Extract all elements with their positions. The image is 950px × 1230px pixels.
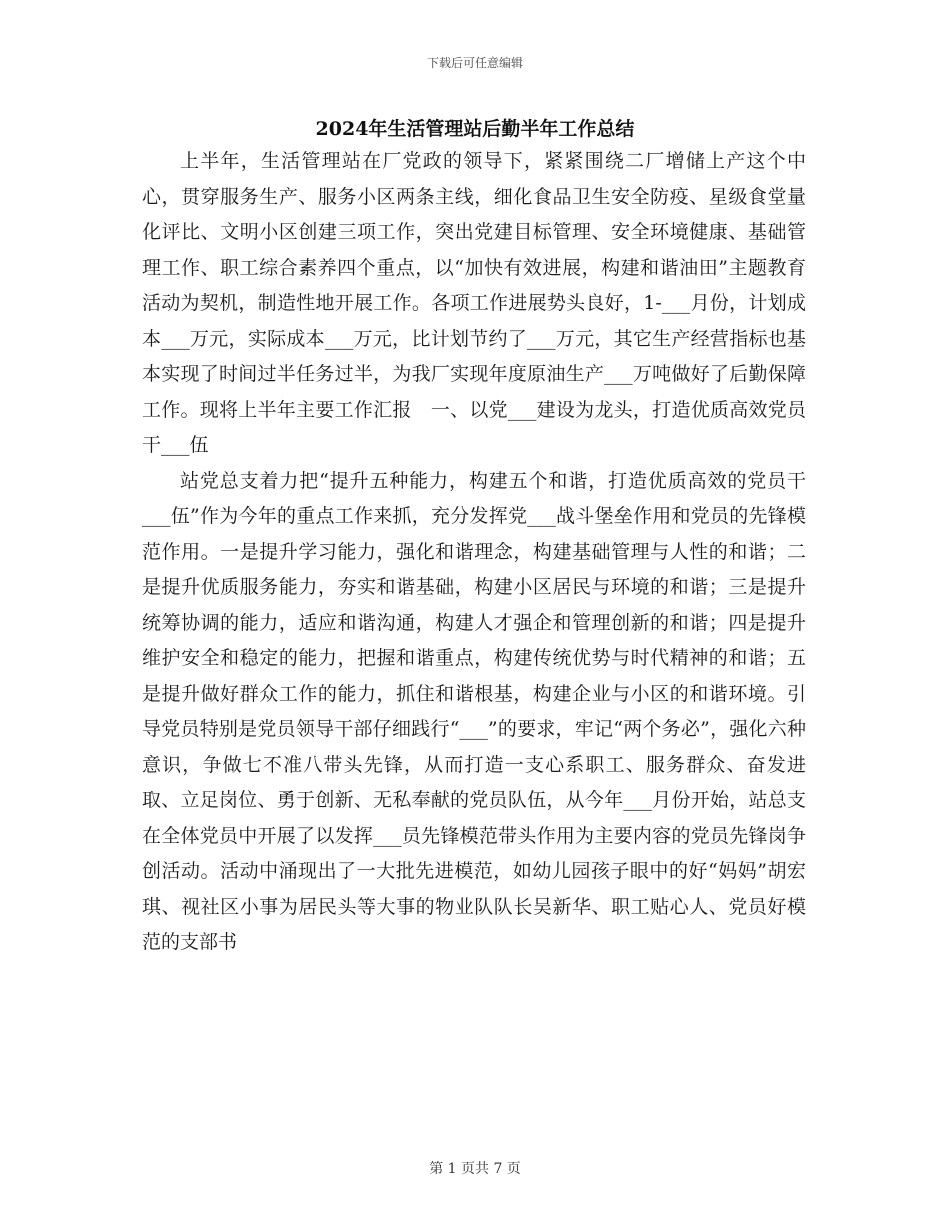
- document-body: [142, 144, 806, 961]
- document-title: 2024年生活管理站后勤半年工作总结: [315, 118, 635, 140]
- paragraph-1: 上半年，生活管理站在厂党政的领导下，紧紧围绕二厂增储上产这个中心，贯穿服务生产、服务小区两条主线，细化食品卫生安全防疫、星级食堂量化评比、文明小区创建三项工作，突出党建目标管理、安全环境健康、基础管理工作、职工综合素养四个重点，以“加快有效进展，构建和谐油田”主题教育活动为契机，制造性地开展工作。各项工作进展势头良好，1-___月份，计划成本___万元，实际成本___万元，比计划节约了___万元，其它生产经营指标也基本实现了时间过半任务过半，为我厂实现年度原油生产___万吨做好了后勤保障工作。现将上半年主要工作汇报 一、以党___建设为龙头，打造优质高效党员干___伍: [142, 150, 806, 456]
- header-note: 下载后可任意编辑: [426, 56, 523, 70]
- paragraph-2: 站党总支着力把“提升五种能力，构建五个和谐，打造优质高效的党员干___伍”作为今年的重点工作来抓，充分发挥党___战斗堡垒作用和党员的先锋模范作用。一是提升学习能力，强化和谐理念，构建基础管理与人性的和谐；二是提升优质服务能力，夯实和谐基础，构建小区居民与环境的和谐；三是提升统筹协调的能力，适应和谐沟通，构建人才强企和管理创新的和谐；四是提升维护安全和稳定的能力，把握和谐重点，构建传统优势与时代精神的和谐；五是提升做好群众工作的能力，抓住和谐根基，构建企业与小区的和谐环境。引导党员特别是党员领导干部仔细践行“___”的要求，牢记“两个务必”，强化六种意识，争做七不准八带头先锋，从而打造一支心系职工、服务群众、奋发进取、立足岗位、勇于创新、无私奉献的党员队伍，从今年___月份开始，站总支在全体党员中开展了以发挥___员先锋模范带头作用为主要内容的党员先锋岗争创活动。活动中涌现出了一大批先进模范，如幼儿园孩子眼中的好“妈妈”胡宏琪、视社区小事为居民头等大事的物业队队长吴新华、职工贴心人、党员好模范的支部书: [142, 469, 806, 953]
- page-indicator: 第 1 页共 7 页: [429, 1161, 521, 1177]
